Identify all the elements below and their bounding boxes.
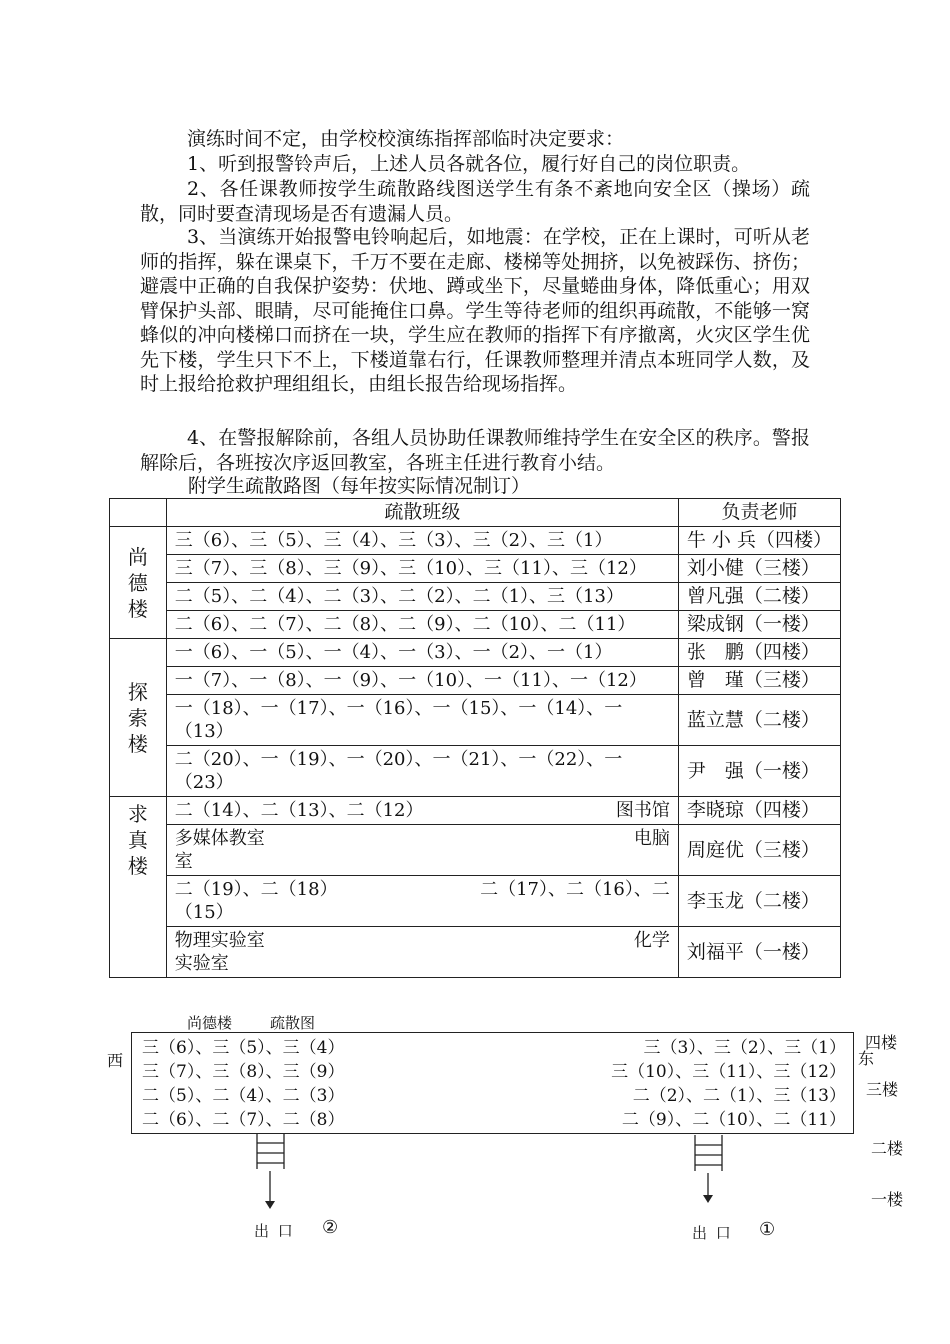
floor-label: 四楼 (865, 1033, 898, 1052)
plan-right-row: 二（2）、二（1）、三（13） (632, 1086, 846, 1106)
item-2-text: 2、各任课教师按学生疏散路线图送学生有条不紊地向安全区（操场）疏散，同时要查清现场是否有遗漏人员。 (140, 178, 810, 225)
classes-cell (166, 927, 678, 978)
classes-cell: 二（6）、二（7）、二（8）、二（9）、二（10）、二（11） (166, 611, 678, 639)
table-row (110, 746, 841, 797)
room-name-tail: 实验室 (174, 953, 229, 974)
table-row (110, 797, 841, 825)
paragraph-3 (140, 225, 810, 397)
table-caption: 附学生疏散路图（每年按实际情况制订） (188, 475, 531, 497)
plan-left-row: 三（6）、三（5）、三（4） (142, 1038, 345, 1058)
plan-left-row: 二（6）、二（7）、二（8） (142, 1110, 345, 1130)
floor-label: 二楼 (871, 1139, 904, 1158)
plan-left-row: 三（7）、三（8）、三（9） (142, 1062, 345, 1082)
room-name: 多媒体教室 (174, 828, 265, 849)
header-classes: 疏散班级 (166, 499, 678, 527)
teacher-cell: 尹 强（一楼） (678, 746, 840, 797)
table-row (110, 667, 841, 695)
classes-tail: （15） (174, 902, 234, 923)
item-1-text: 1、听到报警铃声后，上述人员各就各位，履行好自己的岗位职责。 (187, 153, 751, 175)
teacher-cell: 张 鹏（四楼） (678, 639, 840, 667)
teacher-cell: 曾凡强（二楼） (678, 583, 840, 611)
table-row (110, 876, 841, 927)
classes-left: 二（14）、二（13）、二（12） (174, 800, 424, 821)
teacher-cell: 刘小健（三楼） (678, 555, 840, 583)
building-cell (110, 527, 167, 639)
room-name: 物理实验室 (174, 930, 265, 951)
teacher-cell: 李玉龙（二楼） (678, 876, 840, 927)
intro-text: 演练时间不定，由学校校演练指挥部临时决定要求： (187, 128, 625, 150)
plan-right-row: 三（10）、三（11）、三（12） (611, 1062, 846, 1082)
classes-cell: 二（20）、一（19）、一（20）、一（21）、一（22）、一（23） (166, 746, 678, 797)
room-name: 图书馆 (615, 800, 670, 821)
item-3-text: 3、当演练开始报警电铃响起后，如地震：在学校，正在上课时，可听从老师的指挥，躲在课桌下，千万不要在走廊、楼梯等处拥挤，以免被踩伤、挤伤；避震中正确的自我保护姿势：伏地、蹲或坐下，尽量蜷曲身体，降低重心；用双臂保护头部、眼睛，尽可能掩住口鼻。学生等待老师的组织再疏散，不能够一窝蜂似的冲向楼梯口而挤在一块，学生应在教师的指挥下有序撤离，火灾区学生优先下楼，学生只下不上，下楼道靠右行，任课教师整理并清点本班同学人数，及时上报给抢救护理组组长，由组长报告给现场指挥。 (140, 226, 810, 395)
teacher-cell: 牛 小 兵（四楼） (678, 527, 840, 555)
exit-left-label: 出 口 (254, 1222, 295, 1240)
plan-right-row: 三（3）、三（2）、三（1） (643, 1038, 846, 1058)
room-name: 电脑 (633, 828, 670, 849)
stairs-left-icon (250, 1133, 290, 1213)
header-teacher: 负责老师 (678, 499, 840, 527)
item-4-text: 4、在警报解除前，各组人员协助任课教师维持学生在安全区的秩序。警报解除后，各班按次序返回教室，各班主任进行教育小结。 (140, 427, 810, 474)
classes-cell (166, 797, 678, 825)
classes-cell (166, 825, 678, 876)
classes-cell: 二（5）、二（4）、二（3）、二（2）、二（1）、三（13） (166, 583, 678, 611)
table-row (110, 527, 841, 555)
paragraph-1 (140, 152, 810, 177)
plan-right-row: 二（9）、二（10）、二（11） (621, 1110, 846, 1130)
table-row (110, 825, 841, 876)
teacher-cell: 李晓琼（四楼） (678, 797, 840, 825)
floor-label: 一楼 (871, 1190, 904, 1209)
exit-left-number: ② (322, 1217, 339, 1238)
classes-cell (166, 876, 678, 927)
paragraph-intro (140, 127, 810, 152)
plan-building-name: 尚德楼 (187, 1014, 233, 1032)
teacher-cell: 刘福平（一楼） (678, 927, 840, 978)
floor-label: 三楼 (866, 1080, 899, 1099)
classes-left: 二（19）、二（18） (174, 879, 338, 900)
header-corner (110, 499, 167, 527)
building-cell (110, 797, 167, 978)
table-row (110, 639, 841, 667)
classes-right: 二（17）、二（16）、二 (480, 879, 670, 900)
east-label: 东 (858, 1049, 875, 1068)
table-row (110, 555, 841, 583)
room-name-tail: 室 (174, 851, 193, 872)
teacher-cell: 蓝立慧（二楼） (678, 695, 840, 746)
table-row (110, 695, 841, 746)
paragraph-4 (140, 426, 810, 475)
classes-cell: 一（18）、一（17）、一（16）、一（15）、一（14）、一（13） (166, 695, 678, 746)
classes-cell: 一（7）、一（8）、一（9）、一（10）、一（11）、一（12） (166, 667, 678, 695)
table-row (110, 611, 841, 639)
room-name: 化学 (633, 930, 670, 951)
table-row (110, 927, 841, 978)
teacher-cell: 曾 瑾（三楼） (678, 667, 840, 695)
classes-cell: 三（7）、三（8）、三（9）、三（10）、三（11）、三（12） (166, 555, 678, 583)
exit-right-number: ① (759, 1219, 776, 1240)
table-header-row (110, 499, 841, 527)
teacher-cell: 周庭优（三楼） (678, 825, 840, 876)
classes-cell: 一（6）、一（5）、一（4）、一（3）、一（2）、一（1） (166, 639, 678, 667)
building-cell (110, 639, 167, 797)
paragraph-2 (140, 177, 810, 226)
west-label: 西 (107, 1051, 124, 1070)
plan-left-row: 二（5）、二（4）、二（3） (142, 1086, 345, 1106)
teacher-cell: 梁成钢（一楼） (678, 611, 840, 639)
building-name: 尚德楼 (127, 544, 148, 621)
table-row (110, 583, 841, 611)
stairs-right-icon (688, 1135, 728, 1215)
building-name: 探索楼 (127, 679, 148, 756)
plan-title: 疏散图 (270, 1014, 316, 1032)
evacuation-table (109, 498, 841, 978)
building-name: 求真楼 (127, 802, 148, 878)
exit-right-label: 出 口 (692, 1224, 733, 1242)
classes-cell: 三（6）、三（5）、三（4）、三（3）、三（2）、三（1） (166, 527, 678, 555)
